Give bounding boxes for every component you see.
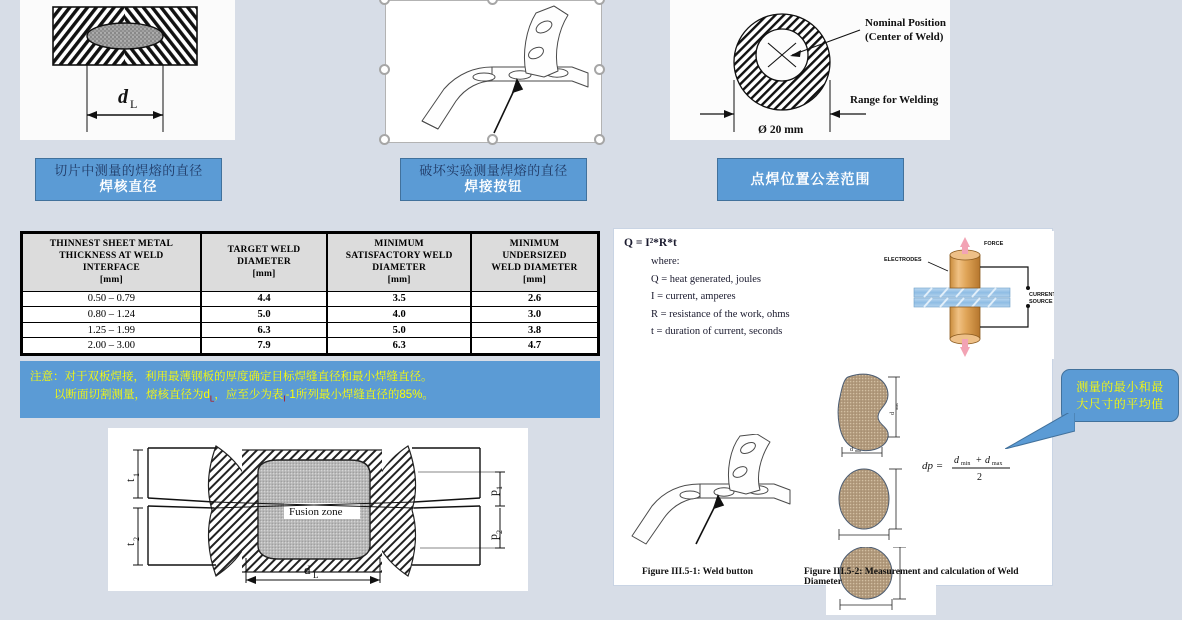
weld-position-tolerance-panel [670, 0, 950, 140]
label-current-line1: CURRENT [1029, 292, 1054, 298]
svg-text:d: d [304, 562, 311, 577]
svg-text:L: L [130, 97, 138, 111]
label-range-for-welding: Range for Welding [850, 94, 939, 106]
dp-denominator: 2 [977, 472, 982, 483]
svg-text:L: L [313, 570, 319, 580]
average-dimension-callout[interactable] [1061, 369, 1177, 445]
svg-text:d: d [890, 412, 896, 415]
label-nominal-position-line2: (Center of Weld) [865, 31, 944, 43]
cell-target: 7.9 [201, 338, 328, 354]
cell-min-satisfactory: 4.0 [327, 307, 471, 323]
weld-cross-section-drawing [20, 0, 235, 140]
note-line-2: 以断面切割测量，熔核直径为$d_L$，应至少为表$_I$-1所列最小焊缝直径的85%。 [54, 388, 434, 404]
weld-nugget-shapes [826, 369, 936, 565]
table-header-min-undersized: MINIMUM UNDERSIZED WELD DIAMETER [mm] [471, 234, 598, 292]
note-box [20, 361, 600, 418]
cell-target: 5.0 [201, 307, 328, 323]
caption-line1: 破坏实验测量焊熔的直径 [419, 162, 568, 178]
label-nominal-position-line1: Nominal Position [865, 17, 946, 29]
figure-iii-5-2-caption: Figure III.5-2: Measurement and calculation of Weld Diameter [804, 567, 1019, 587]
cell-thickness: 1.25 – 1.99 [23, 322, 201, 338]
svg-text:t: t [123, 478, 137, 482]
caption-position-tolerance[interactable] [717, 158, 904, 201]
table-header-min-satisfactory: MINIMUM SATISFACTORY WELD DIAMETER [mm] [327, 234, 471, 292]
dp-lhs: dp = [922, 460, 944, 472]
weld-button-drawing [386, 1, 601, 142]
cell-thickness: 0.80 – 1.24 [23, 307, 201, 323]
weld-diameter-table [20, 231, 600, 356]
table-row [23, 291, 598, 307]
table-header-target: TARGET WELD DIAMETER [mm] [201, 234, 328, 292]
cell-thickness: 2.00 – 3.00 [23, 338, 201, 354]
svg-text:d: d [118, 86, 128, 108]
svg-text:max: max [992, 461, 1003, 467]
caption-weld-button[interactable] [400, 158, 587, 201]
dp-formula-drawing [922, 447, 1042, 489]
caption-line2: 焊核直径 [99, 179, 158, 195]
weld-button-figure-drawing [618, 434, 803, 554]
svg-text:2: 2 [132, 537, 141, 541]
cell-thickness: 0.50 – 0.79 [23, 291, 201, 307]
svg-text:t: t [123, 542, 137, 546]
cell-min-undersized: 3.0 [471, 307, 598, 323]
caption-line2: 焊接按钮 [464, 179, 523, 195]
callout-line1: 测量的最小和最 [1076, 380, 1164, 395]
cell-min-undersized: 3.8 [471, 322, 598, 338]
svg-text:+: + [976, 455, 982, 466]
electrode-diagram [876, 231, 1054, 359]
selection-handle-se[interactable] [594, 134, 605, 145]
selection-handle-s[interactable] [487, 134, 498, 145]
table-row [23, 338, 598, 354]
definition-t: t = duration of current, seconds [651, 326, 783, 337]
weld-button-photo-panel[interactable] [385, 0, 600, 141]
weld-button-figure [618, 434, 803, 554]
definition-R: R = resistance of the work, ohms [651, 308, 790, 320]
cell-target: 4.4 [201, 291, 328, 307]
definition-Q: Q = heat generated, joules [651, 273, 762, 285]
figure-iii-5-1-caption: Figure III.5-1: Weld button [642, 567, 754, 577]
svg-text:p: p [486, 534, 500, 540]
svg-text:d: d [850, 447, 853, 453]
selection-handle-sw[interactable] [379, 134, 390, 145]
fusion-zone-drawing [108, 428, 528, 591]
callout-line2: 大尺寸的平均值 [1076, 396, 1164, 411]
weld-position-tolerance-drawing [670, 0, 950, 140]
cell-min-satisfactory: 5.0 [327, 322, 471, 338]
svg-text:d: d [985, 455, 990, 466]
label-fusion-zone: Fusion zone [289, 506, 343, 518]
caption-nugget-diameter[interactable] [35, 158, 222, 201]
dp-formula [922, 447, 1042, 489]
heat-equation: Q = I²*R*t [624, 237, 677, 249]
table-row [23, 307, 598, 323]
fusion-zone-panel [108, 428, 528, 591]
cell-min-satisfactory: 6.3 [327, 338, 471, 354]
weld-nugget-shapes-drawing [826, 369, 936, 565]
cell-min-undersized: 2.6 [471, 291, 598, 307]
selection-handle-w[interactable] [379, 64, 390, 75]
label-force: FORCE [984, 241, 1004, 247]
cell-min-satisfactory: 3.5 [327, 291, 471, 307]
table-row [23, 322, 598, 338]
table-header-thickness: THINNEST SHEET METAL THICKNESS AT WELD INTERFACE [mm] [23, 234, 201, 292]
right-panel [613, 228, 1053, 586]
heat-equation-block [624, 237, 849, 344]
where-label: where: [651, 256, 680, 267]
callout-tail [1005, 409, 1075, 449]
weld-cross-section-panel [20, 0, 235, 140]
cell-target: 6.3 [201, 322, 328, 338]
electrode-diagram-drawing [876, 231, 1054, 359]
definition-I: I = current, amperes [651, 291, 736, 302]
selection-handle-e[interactable] [594, 64, 605, 75]
svg-text:min: min [961, 461, 971, 467]
label-electrodes: ELECTRODES [884, 257, 922, 263]
note-line-1: 注意：对于双板焊接，利用最薄钢板的厚度确定目标焊缝直径和最小焊缝直径。 [30, 371, 433, 383]
cell-min-undersized: 4.7 [471, 338, 598, 354]
svg-text:1: 1 [132, 473, 141, 477]
caption-line1: 切片中测量的焊熔的直径 [54, 162, 203, 178]
caption-line2: 点焊位置公差范围 [750, 170, 871, 187]
svg-text:p: p [486, 490, 500, 496]
svg-text:d: d [954, 455, 959, 466]
svg-text:min: min [855, 448, 862, 453]
svg-text:1: 1 [495, 486, 504, 490]
svg-text:2: 2 [495, 530, 504, 534]
table-header-row [23, 234, 598, 292]
svg-text:max: max [894, 403, 899, 410]
label-current-line2: SOURCE [1029, 299, 1053, 305]
label-diameter-20mm: Ø 20 mm [758, 124, 804, 136]
